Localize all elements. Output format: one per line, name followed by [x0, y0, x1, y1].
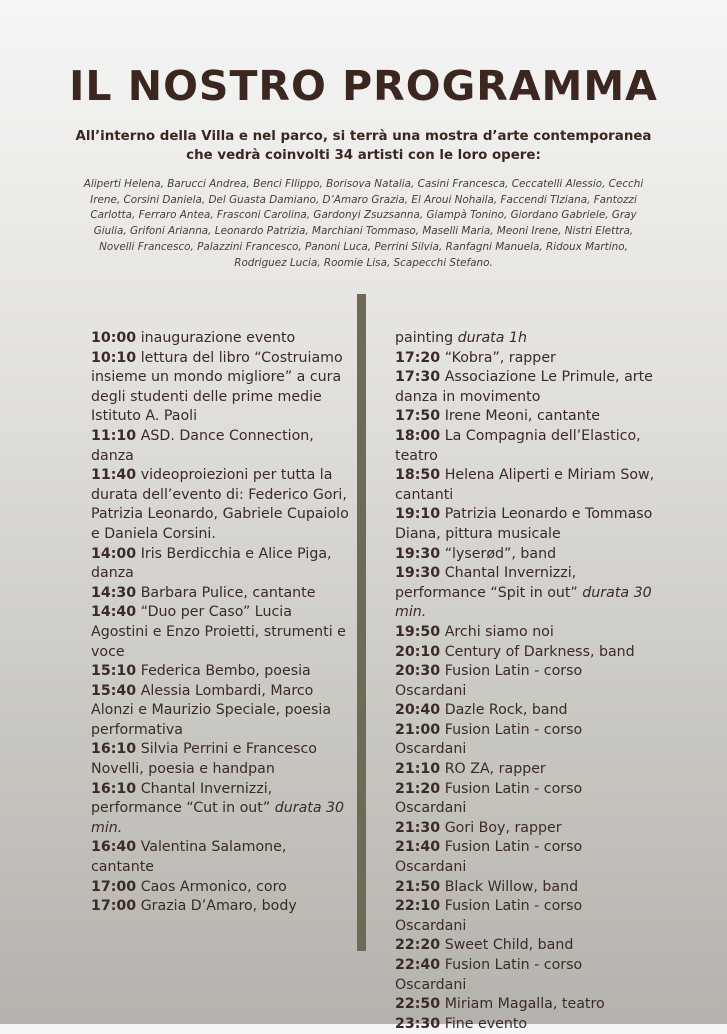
program-entry: 20:40 Dazle Rock, band — [395, 702, 568, 719]
program-entry: 18:00 La Compagnia dell’Elastico, teatro — [395, 427, 641, 464]
program-entry: 11:10 ASD. Dance Connection, danza — [91, 427, 314, 464]
artists-list: Aliperti Helena, Barucci Andrea, Benci FIlippo, Borisova Natalia, Casini Francesca, Ceccatelli Alessio, Cecchi Irene, Corsini Daniela, Del Guasta Damiano, D’Amaro Grazia, El Aroui Nohaila, Faccendi TIziana, Fantozzi Carlotta, Ferraro Antea, Frasconi Carolina, Gardonyi Zsuzsanna, Giampà Tonino, Giordano Gabriele, Gray Giulia, Grifoni Arianna, Leonardo Patrizia, Marchiani Tommaso, Maselli Maria, Meoni Irene, Nistri Elettra, Novelli Francesco, Palazzini Francesco, Panoni Luca, Perrini Silvia, Ranfagni Manuela, Ridoux Martino, Rodriguez Lucia, Roomie Lisa, Scapecchi Stefano. — [83, 178, 644, 269]
program-entry: 16:10 Silvia Perrini e Francesco Novelli, poesia e handpan — [91, 741, 317, 778]
program-entry: 21:20 Fusion Latin - corso Oscardani — [395, 780, 583, 817]
program-entry: 19:30 “lyserød”, band — [395, 545, 557, 562]
program-column-left — [91, 329, 349, 917]
program-entry: 10:00 inaugurazione evento — [91, 330, 296, 346]
program-entry: 16:10 Chantal Invernizzi, performance “Cut in out” durata 30 min. — [91, 780, 345, 836]
program-entry: 20:30 Fusion Latin - corso Oscardani — [395, 663, 583, 699]
program-entry-continuation: painting durata 1h — [395, 330, 527, 346]
program-entry: 19:30 Chantal Invernizzi, performance “Spit in out” durata 30 min. — [395, 565, 652, 621]
program-entry: 18:50 Helena Aliperti e Miriam Sow, cantanti — [395, 467, 655, 503]
program-entry: 19:50 Archi siamo noi — [395, 623, 554, 640]
program-entry: 21:30 Gori Boy, rapper — [395, 819, 562, 836]
program-entry: 15:10 Federica Bembo, poesia — [91, 663, 311, 680]
column-divider — [357, 294, 366, 951]
program-entry: 20:10 Century of Darkness, band — [395, 643, 635, 660]
program-entry: 21:40 Fusion Latin - corso Oscardani — [395, 839, 583, 876]
program-column-right — [395, 329, 657, 1034]
program-entry: 17:30 Associazione Le Primule, arte danza in movimento — [395, 369, 653, 405]
program-entry: 22:20 Sweet Child, band — [395, 937, 574, 954]
program-entry: 22:50 Miriam Magalla, teatro — [395, 996, 605, 1013]
program-entry: 22:10 Fusion Latin - corso Oscardani — [395, 898, 583, 934]
exhibition-intro: All’interno della Villa e nel parco, si terrà una mostra d’arte contemporanea che vedrà coinvolti 34 artisti con le loro opere: — [75, 129, 652, 163]
program-entry: 17:20 “Kobra”, rapper — [395, 349, 556, 366]
program-entry: 14:30 Barbara Pulice, cantante — [91, 584, 316, 601]
program-entry: 15:40 Alessia Lombardi, Marco Alonzi e Maurizio Speciale, poesia performativa — [91, 682, 332, 738]
page-title: IL NOSTRO PROGRAMMA — [69, 62, 658, 110]
program-entry: 14:00 Iris Berdicchia e Alice Piga, danza — [91, 545, 332, 582]
program-entry: 21:00 Fusion Latin - corso Oscardani — [395, 721, 583, 758]
program-entry: 11:40 videoproiezioni per tutta la durata dell’evento di: Federico Gori, Patrizia Leonardo, Gabriele Cupaiolo e Daniela Corsini. — [91, 467, 349, 542]
program-entry: 17:00 Caos Armonico, coro — [91, 878, 287, 895]
program-entry: 21:10 RO ZA, rapper — [395, 761, 546, 778]
program-entry: 22:40 Fusion Latin - corso Oscardani — [395, 957, 583, 993]
program-entry: 16:40 Valentina Salamone, cantante — [91, 839, 287, 876]
program-entry: 10:10 lettura del libro “Costruiamo insieme un mondo migliore” a cura degli studenti delle prime medie Istituto A. Paoli — [91, 349, 343, 425]
program-entry: 21:50 Black Willow, band — [395, 878, 579, 895]
program-entry: 19:10 Patrizia Leonardo e Tommaso Diana, pittura musicale — [395, 506, 653, 542]
program-entry: 17:00 Grazia D’Amaro, body — [91, 898, 297, 915]
program-entry: 17:50 Irene Meoni, cantante — [395, 408, 600, 425]
program-entry: 14:40 “Duo per Caso” Lucia Agostini e Enzo Proietti, strumenti e voce — [91, 604, 346, 660]
program-entry: 23:30 Fine evento — [395, 1015, 528, 1032]
